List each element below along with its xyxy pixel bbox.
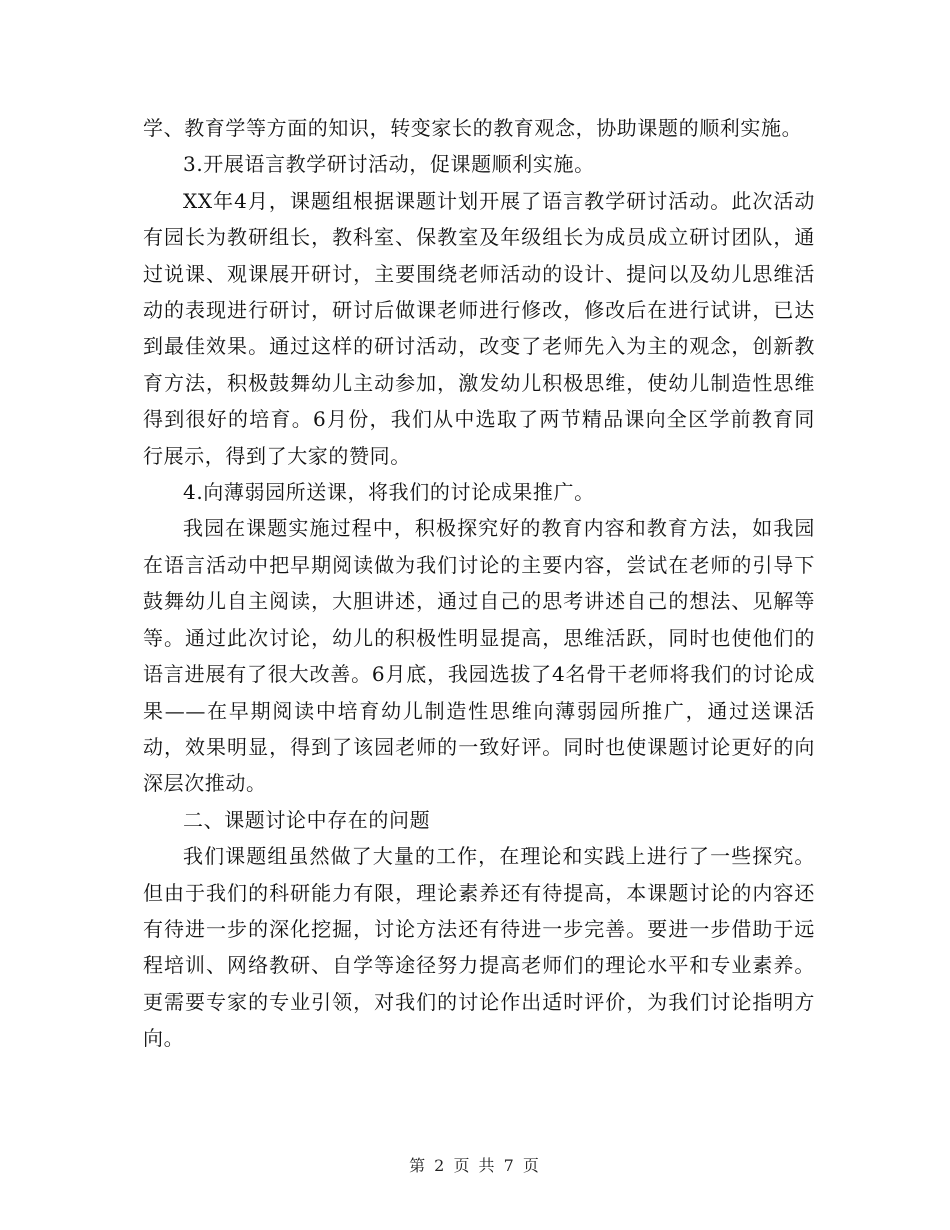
paragraph-sending-lessons: 我园在课题实施过程中，积极探究好的教育内容和教育方法，如我园在语言活动中把早期阅读做为我们讨论的主要内容，尝试在老师的引导下鼓舞幼儿自主阅读，大胆讲述，通过自己的思考讲述自己的想法、见解等等。通过此次讨论，幼儿的积极性明显提高，思维活跃，同时也使他们的语言进展有了很大改善。6月底，我园选拔了4名骨干老师将我们的讨论成果——在早期阅读中培育幼儿制造性思维向薄弱园所推广，通过送课活动，效果明显，得到了该园老师的一致好评。同时也使课题讨论更好的向深层次推动。 [143,516,815,796]
document-body [143,110,815,1057]
page-number-footer: 第 2 页 共 7 页 [409,1156,541,1175]
section-heading-problems: 二、课题讨论中存在的问题 [183,807,431,832]
section-heading-3: 3.开展语言教学研讨活动，促课题顺利实施。 [183,152,595,177]
section-heading-4: 4.向薄弱园所送课，将我们的讨论成果推广。 [183,480,595,505]
paragraph-teaching-research: XX年4月，课题组根据课题计划开展了语言教学研讨活动。此次活动有园长为教研组长，教科室、保教室及年级组长为成员成立研讨团队，通过说课、观课展开研讨，主要围绕老师活动的设计、提问以及幼儿思维活动的表现进行研讨，研讨后做课老师进行修改，修改后在进行试讲，已达到最佳效果。通过这样的研讨活动，改变了老师先入为主的观念，创新教育方法，积极鼓舞幼儿主动参加，激发幼儿积极思维，使幼儿制造性思维得到很好的培育。6月份，我们从中选取了两节精品课向全区学前教育同行展示，得到了大家的赞同。 [143,188,815,468]
paragraph-problems: 我们课题组虽然做了大量的工作，在理论和实践上进行了一些探究。但由于我们的科研能力有限，理论素养还有待提高，本课题讨论的内容还有待进一步的深化挖掘，讨论方法还有待进一步完善。要进一步借助于远程培训、网络教研、自学等途径努力提高老师们的理论水平和专业素养。更需要专家的专业引领，对我们的讨论作出适时评价，为我们讨论指明方向。 [143,844,815,1051]
paragraph-continuation: 学、教育学等方面的知识，转变家长的教育观念，协助课题的顺利实施。 [143,116,803,140]
